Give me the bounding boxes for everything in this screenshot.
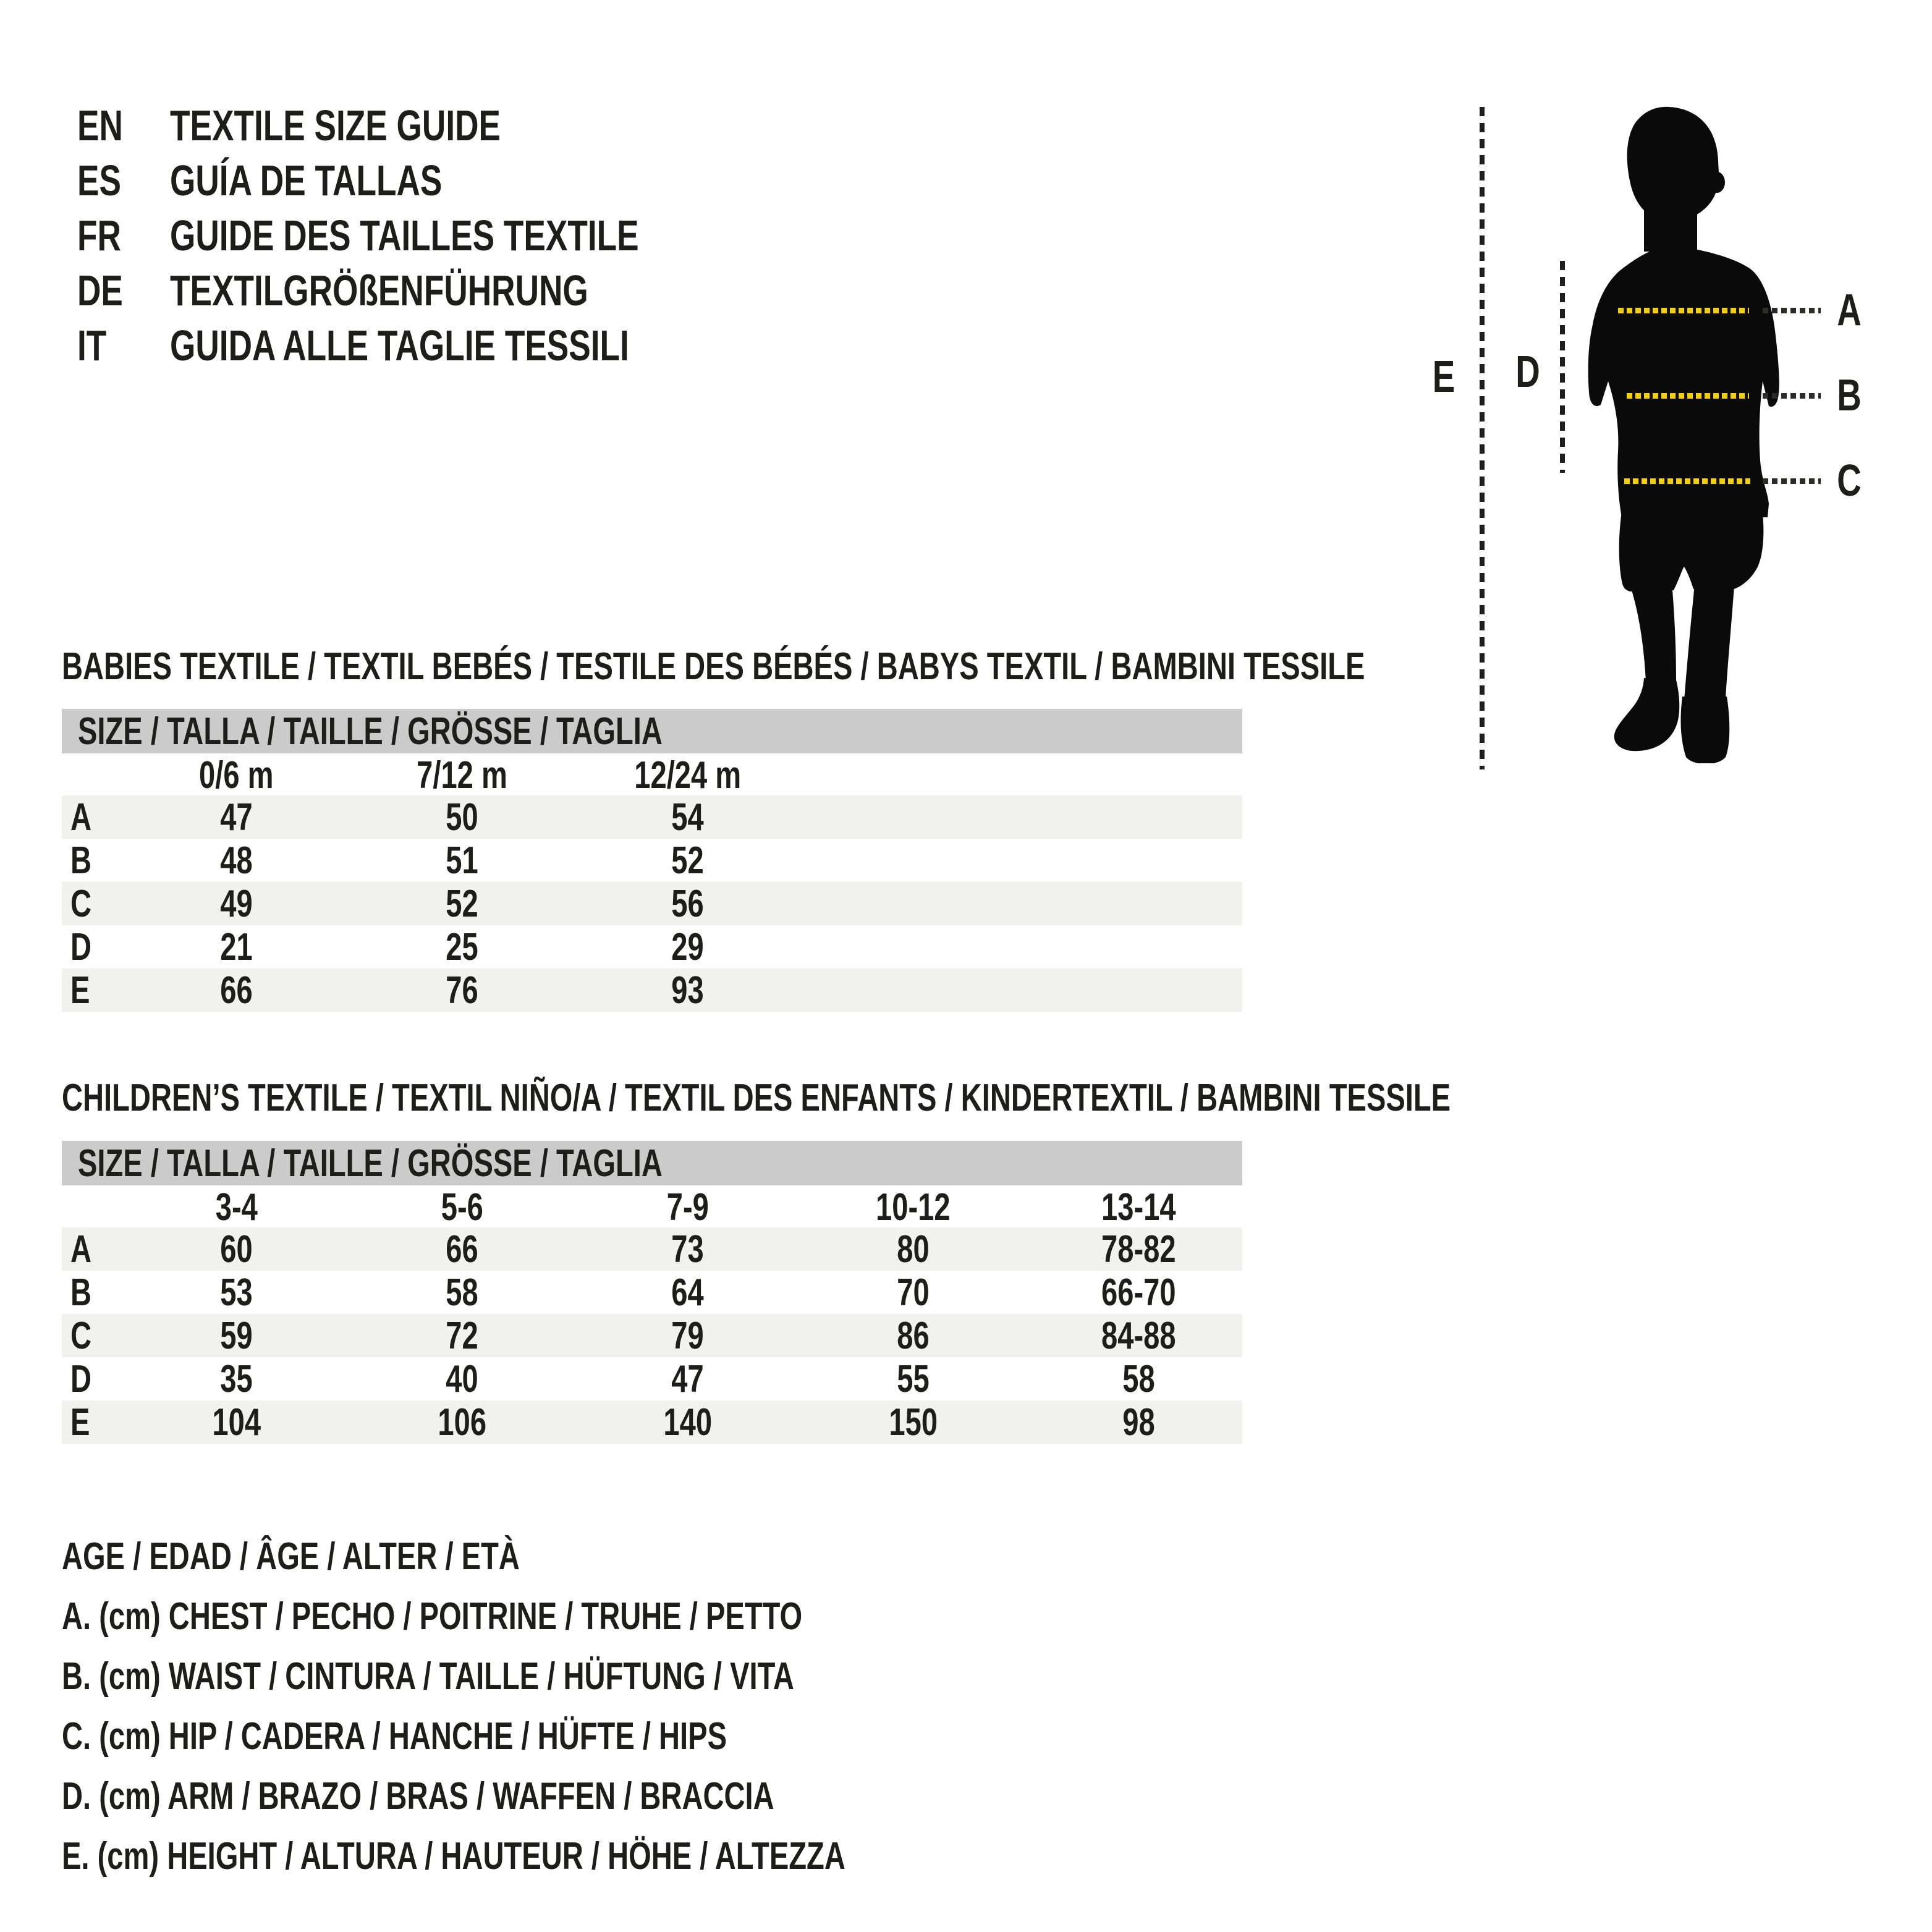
column-header — [800, 1185, 1026, 1229]
measure-label-C: C — [1837, 456, 1862, 506]
column-header — [349, 1185, 575, 1229]
table-row-A — [62, 795, 1242, 839]
table-row-B — [62, 839, 1242, 882]
language-code: FR — [77, 211, 121, 260]
table-header-row — [62, 753, 1242, 795]
table-cell-value: 86 — [897, 1315, 930, 1357]
table-cell-value: 55 — [897, 1358, 930, 1400]
table-cell — [575, 795, 800, 839]
table-cell — [349, 968, 575, 1012]
table-cell-value: 66 — [446, 1228, 478, 1271]
table-cell-value: 47 — [220, 796, 253, 839]
table-cell-value: 60 — [220, 1228, 253, 1271]
table-cell-value: 106 — [438, 1401, 486, 1444]
table-cell — [800, 1271, 1026, 1315]
column-header — [349, 753, 575, 797]
language-row-en — [77, 98, 787, 153]
table-cell — [349, 925, 575, 969]
column-header-text: 13-14 — [1101, 1186, 1176, 1229]
table-cell — [124, 1314, 349, 1358]
table-row-E — [62, 968, 1242, 1012]
table-cell — [124, 795, 349, 839]
row-label — [62, 968, 124, 1012]
table-cell — [575, 1400, 800, 1444]
legend-chest: A. (cm) CHEST / PECHO / POITRINE / TRUHE / PETTO — [62, 1595, 803, 1638]
row-label-text: E — [70, 1401, 90, 1444]
table-cell-value: 53 — [220, 1271, 253, 1314]
row-label — [62, 1227, 124, 1271]
table-cell-value: 49 — [220, 883, 253, 925]
table-cell — [1026, 1314, 1252, 1358]
table-cell — [575, 1227, 800, 1271]
table-cell-value: 70 — [897, 1271, 930, 1314]
table-cell-value: 66-70 — [1101, 1271, 1176, 1314]
column-header-text: 12/24 m — [634, 754, 741, 797]
language-row-de — [77, 263, 787, 318]
table-row-C — [62, 1314, 1242, 1357]
table-cell — [800, 1357, 1026, 1401]
guide-title-fr: GUIDE DES TAILLES TEXTILE — [170, 211, 639, 260]
table-cell-value: 52 — [671, 839, 704, 882]
column-header-text: 0/6 m — [199, 754, 274, 797]
row-label-text: C — [70, 883, 92, 925]
table-cell-value: 150 — [889, 1401, 938, 1444]
chest-line-A-yellow-dots — [1618, 308, 1749, 313]
row-label-text: A — [70, 796, 92, 839]
table-cell — [575, 1357, 800, 1401]
table-cell — [349, 795, 575, 839]
table-cell-value: 51 — [446, 839, 478, 882]
table-row-B — [62, 1271, 1242, 1314]
table-cell — [124, 839, 349, 883]
table-row-E — [62, 1400, 1242, 1444]
table-cell — [800, 1400, 1026, 1444]
table-cell-value: 48 — [220, 839, 253, 882]
table-cell-value: 47 — [671, 1358, 704, 1400]
table-cell — [1026, 1271, 1252, 1315]
hip-line-C-dark-dots — [1763, 478, 1821, 484]
table-row-D — [62, 925, 1242, 968]
table-cell-value: 98 — [1122, 1401, 1155, 1444]
column-header — [575, 1185, 800, 1229]
language-row-es — [77, 153, 787, 208]
row-label — [62, 925, 124, 969]
table-cell — [575, 968, 800, 1012]
table-cell — [575, 839, 800, 883]
table-cell-value: 40 — [446, 1358, 478, 1400]
table-cell — [575, 925, 800, 969]
children-size-table — [62, 1185, 1242, 1444]
table-cell-value: 66 — [220, 969, 253, 1012]
babies-size-header-bar — [62, 709, 1242, 753]
children-size-header-bar — [62, 1141, 1242, 1185]
column-header-text: 7-9 — [666, 1186, 709, 1229]
language-code: DE — [77, 266, 123, 315]
table-cell-value: 58 — [446, 1271, 478, 1314]
column-header — [124, 1185, 349, 1229]
table-cell — [1026, 1400, 1252, 1444]
column-header — [1026, 1185, 1252, 1229]
table-cell — [575, 1314, 800, 1358]
table-header-row — [62, 1185, 1242, 1227]
table-cell-value: 73 — [671, 1228, 704, 1271]
row-label-text: E — [70, 969, 90, 1012]
table-cell-value: 72 — [446, 1315, 478, 1357]
language-row-fr — [77, 208, 787, 263]
table-cell-value: 78-82 — [1101, 1228, 1176, 1271]
table-cell-value: 76 — [446, 969, 478, 1012]
babies-size-header-text: SIZE / TALLA / TAILLE / GRÖSSE / TAGLIA — [78, 710, 663, 753]
guide-title-en: TEXTILE SIZE GUIDE — [170, 101, 501, 150]
table-cell — [349, 1227, 575, 1271]
table-row-A — [62, 1227, 1242, 1271]
table-cell-value: 50 — [446, 796, 478, 839]
table-cell — [1026, 1357, 1252, 1401]
table-cell-value: 93 — [671, 969, 704, 1012]
table-cell-value: 104 — [212, 1401, 261, 1444]
row-label — [62, 839, 124, 883]
waist-line-B-dark-dots — [1763, 393, 1821, 399]
row-label — [62, 1357, 124, 1401]
table-cell — [349, 1314, 575, 1358]
table-row-C — [62, 882, 1242, 925]
table-cell-value: 21 — [220, 926, 253, 968]
chest-line-A-dark-dots — [1763, 308, 1821, 313]
legend-height: E. (cm) HEIGHT / ALTURA / HAUTEUR / HÖHE / ALTEZZA — [62, 1835, 845, 1878]
table-cell-value: 25 — [446, 926, 478, 968]
legend-age: AGE / EDAD / ÂGE / ALTER / ETÀ — [62, 1535, 520, 1578]
table-cell — [349, 839, 575, 883]
children-size-header-text: SIZE / TALLA / TAILLE / GRÖSSE / TAGLIA — [78, 1142, 663, 1185]
table-cell — [124, 968, 349, 1012]
legend-waist: B. (cm) WAIST / CINTURA / TAILLE / HÜFTUNG / VITA — [62, 1655, 794, 1698]
guide-title-it: GUIDA ALLE TAGLIE TESSILI — [170, 321, 629, 370]
row-label-text: D — [70, 926, 92, 968]
column-header — [124, 753, 349, 797]
table-cell — [349, 1400, 575, 1444]
table-cell — [349, 1357, 575, 1401]
table-cell — [575, 1271, 800, 1315]
row-label — [62, 1314, 124, 1358]
table-cell-value: 52 — [446, 883, 478, 925]
table-cell-value: 84-88 — [1101, 1315, 1176, 1357]
table-cell-value: 35 — [220, 1358, 253, 1400]
row-label — [62, 1400, 124, 1444]
column-header-text: 5-6 — [441, 1186, 483, 1229]
table-cell — [124, 925, 349, 969]
children-section-heading: CHILDREN’S TEXTILE / TEXTIL NIÑO/A / TEXTIL DES ENFANTS / KINDERTEXTIL / BAMBINI TESSILE — [62, 1076, 1451, 1119]
table-cell-value: 140 — [663, 1401, 712, 1444]
language-code: EN — [77, 101, 123, 150]
measure-label-E: E — [1432, 352, 1455, 402]
table-cell-value: 54 — [671, 796, 704, 839]
table-cell — [349, 882, 575, 926]
row-label — [62, 1271, 124, 1315]
language-code: IT — [77, 321, 107, 370]
table-cell — [349, 1271, 575, 1315]
table-cell — [124, 1357, 349, 1401]
column-header-text: 10-12 — [876, 1186, 951, 1229]
table-cell — [800, 1227, 1026, 1271]
table-cell — [124, 1227, 349, 1271]
measurement-legend — [62, 1527, 1093, 1886]
legend-hip: C. (cm) HIP / CADERA / HANCHE / HÜFTE / HIPS — [62, 1715, 727, 1758]
row-label — [62, 882, 124, 926]
table-row-D — [62, 1357, 1242, 1400]
guide-title-de: TEXTILGRÖßENFÜHRUNG — [170, 266, 588, 315]
table-cell — [575, 882, 800, 926]
table-cell-value: 80 — [897, 1228, 930, 1271]
language-code: ES — [77, 156, 121, 205]
hip-line-C-yellow-dots — [1624, 478, 1750, 484]
measure-label-D: D — [1515, 347, 1540, 397]
table-cell — [800, 1314, 1026, 1358]
row-label-text: A — [70, 1228, 92, 1271]
table-cell-value: 64 — [671, 1271, 704, 1314]
row-label-text: C — [70, 1315, 92, 1357]
column-header-text: 3-4 — [215, 1186, 258, 1229]
language-row-it — [77, 318, 787, 373]
table-cell — [124, 1400, 349, 1444]
table-cell-value: 58 — [1122, 1358, 1155, 1400]
row-label-text: B — [70, 1271, 92, 1314]
arm-measure-dashed-line-D — [1560, 261, 1565, 473]
column-header — [575, 753, 800, 797]
babies-section-heading: BABIES TEXTILE / TEXTIL BEBÉS / TESTILE DES BÉBÉS / BABYS TEXTIL / BAMBINI TESSILE — [62, 645, 1365, 688]
babies-size-table — [62, 753, 1242, 1012]
measure-label-A: A — [1837, 286, 1862, 335]
language-title-list — [77, 98, 787, 373]
waist-line-B-yellow-dots — [1627, 393, 1749, 399]
column-header-text: 7/12 m — [417, 754, 507, 797]
table-cell — [124, 882, 349, 926]
row-label — [62, 795, 124, 839]
table-cell-value: 79 — [671, 1315, 704, 1357]
guide-title-es: GUÍA DE TALLAS — [170, 156, 443, 205]
table-cell — [124, 1271, 349, 1315]
table-cell-value: 29 — [671, 926, 704, 968]
child-silhouette-icon — [1582, 102, 1786, 763]
table-cell-value: 59 — [220, 1315, 253, 1357]
table-cell — [1026, 1227, 1252, 1271]
legend-arm: D. (cm) ARM / BRAZO / BRAS / WAFFEN / BRACCIA — [62, 1775, 774, 1818]
measure-label-B: B — [1837, 371, 1862, 420]
row-label-text: B — [70, 839, 92, 882]
table-cell-value: 56 — [671, 883, 704, 925]
row-label-text: D — [70, 1358, 92, 1400]
